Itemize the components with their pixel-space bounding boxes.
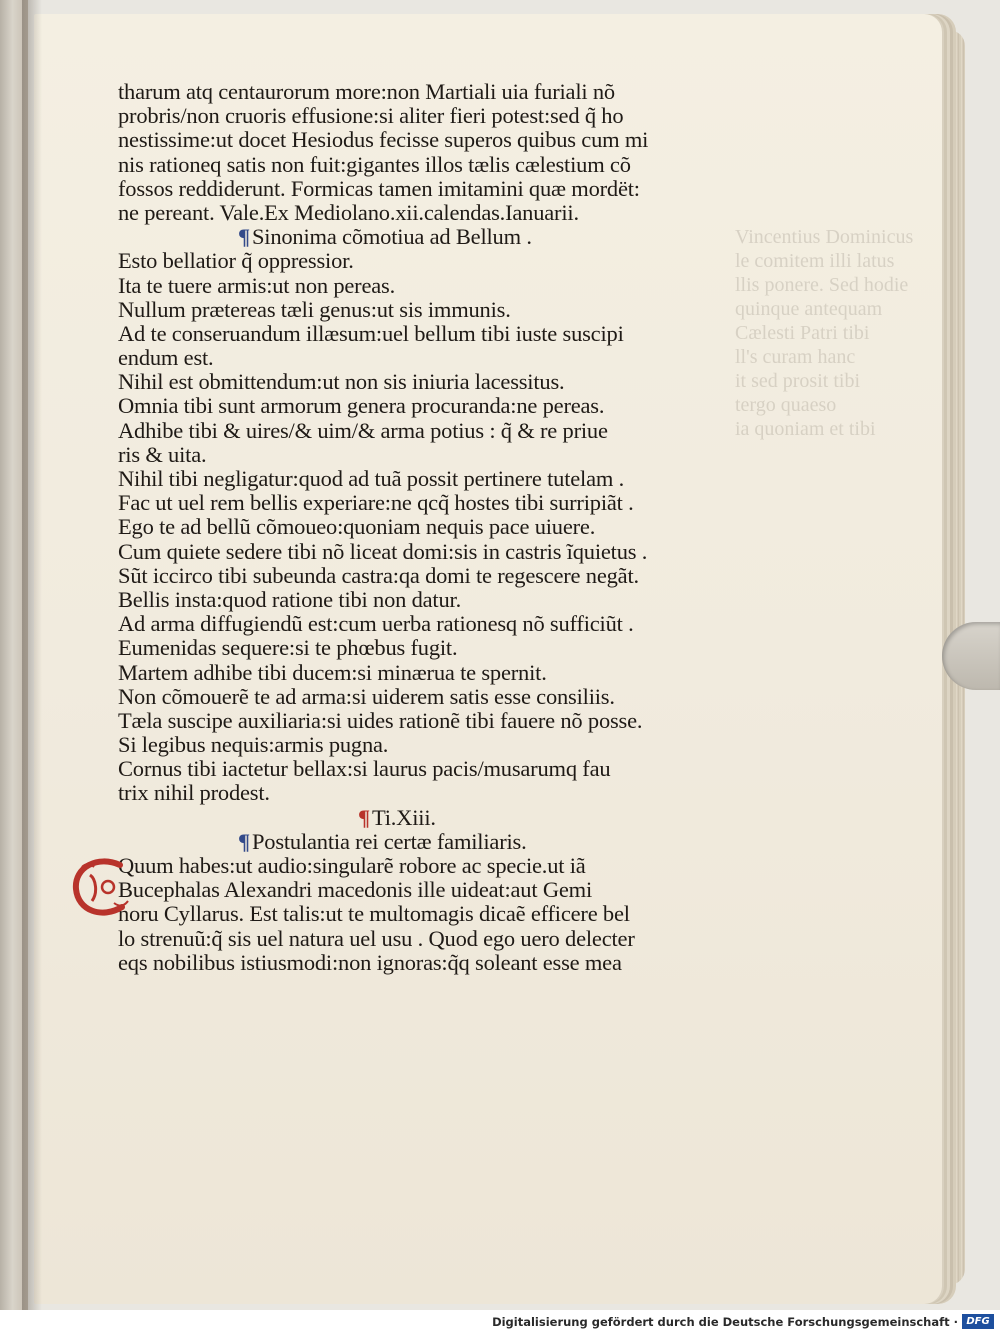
text-line: Eumenidas sequere:si te phœbus fugit. [118,635,458,661]
section-heading [118,830,758,854]
ghost-line: quinque antequam [735,298,883,320]
ghost-line: it sed prosit tibi [735,370,860,392]
text-line: Fac ut uel rem bellis experiare:ne qcq̃ hostes tibi surripiãt . [118,490,634,516]
text-line: fossos reddiderunt. Formicas tamen imitamini quæ mordët: [118,175,640,201]
text-line: lo strenuũ:q̃ sis uel natura uel usu . Quod ego uero delecter [118,925,635,951]
text-line: Omnia tibi sunt armorum genera procuranda:ne pereas. [118,393,605,419]
ghost-line: ll's curam hanc [735,346,856,368]
pilcrow-icon: ¶ [238,828,250,854]
text-line: endum est. [118,345,214,371]
text-line: Tæla suscipe auxiliaria:si uides rationẽ tibi fauere nõ posse. [118,707,643,733]
ghost-line: ia quoniam et tibi [735,418,876,440]
section-heading [118,225,758,249]
ghost-line: tergo quaeso [735,394,837,416]
text-line: Cornus tibi iactetur bellax:si laurus pacis/musarumq fau [118,756,611,782]
text-line: Ad te conseruandum illæsum:uel bellum tibi iuste suscipi [118,320,624,346]
text-line: Nullum prætereas tæli genus:ut sis immunis. [118,296,511,322]
text-line: noru Cyllarus. Est talis:ut te multomagis dicaẽ efficere bel [118,901,630,927]
text-line: Non cõmouerẽ te ad arma:si uiderem satis esse consiliis. [118,683,615,709]
ghost-line: le comitem illi latus [735,250,895,272]
ghost-line: Vincentius Dominicus [735,226,914,248]
ghost-line: llis ponere. Sed hodie [735,274,909,296]
text-line: tharum atq centaurorum more:non Martiali uia furiali nõ [118,79,615,104]
pilcrow-icon: ¶ [238,224,250,250]
text-line: Cum quiete sedere tibi nõ liceat domi:sis in castris ĩquietus . [118,538,648,564]
text-line: Nihil est obmittendum:ut non sis iniuria lacessitus. [118,369,565,395]
text-line: nis rationeq satis non fuit:gigantes illos tælis cælestium cõ [118,151,631,177]
text-line: eqs nobilibus istiusmodi:non ignoras:q̃q soleant esse mea [118,949,622,975]
text-line: Ego te ad bellũ cõmoueo:quoniam nequis pace uiuere. [118,514,596,540]
decorated-initial-icon [68,857,140,919]
text-line: Bellis insta:quod ratione tibi non datur. [118,586,462,612]
section-heading-text: Sinonima cõmotiua ad Bellum . [251,224,532,250]
chapter-number [118,806,758,830]
text-line: ris & uita. [118,441,207,467]
text-line: ne pereant. Vale.Ex Mediolano.xii.calendas.Ianuarii. [118,199,579,225]
text-line: Martem adhibe tibi ducem:si minærua te spernit. [118,659,547,685]
ghost-line: Cælesti Patri tibi [735,322,870,344]
chapter-number-text: Ti.Xiii. [371,804,436,830]
text-line: Esto bellatior q̃ oppressior. [118,248,354,274]
text-line: Sũt iccirco tibi subeunda castra:qa domi te regescere negãt. [118,562,639,588]
text-line: nestissime:ut docet Hesiodus fecisse superos quibus cum mi [118,127,649,153]
footer-credit: Digitalisierung gefördert durch die Deutsche Forschungsgemeinschaft · [492,1315,958,1329]
bleed-through-text [735,225,945,441]
text-line: Nihil tibi negligatur:quod ad tuã possit pertinere tutelam . [118,466,625,491]
text-line: Ad arma diffugiendũ est:cum uerba rationesq nõ sufficiũt . [118,611,634,637]
text-line: probris/non cruoris effusione:si aliter fieri potest:sed q̃ ho [118,103,624,129]
dfg-logo: DFG [962,1314,994,1329]
spine-shadow [22,0,42,1310]
text-line: Quum habes:ut audio:singularẽ robore ac specie.ut iã [118,853,586,878]
pilcrow-icon: ¶ [358,804,370,830]
text-block [118,80,758,975]
section-heading-text: Postulantia rei certæ familiaris. [251,828,527,854]
text-line: Ita te tuere armis:ut non pereas. [118,272,396,298]
text-line: Bucephalas Alexandri macedonis ille uideat:aut Gemi [118,877,593,903]
text-line: Si legibus nequis:armis pugna. [118,732,389,758]
digitization-footer [0,1310,1000,1334]
text-line: trix nihil prodest. [118,780,270,806]
text-line: Adhibe tibi & uires/& uim/& arma potius : q̃ & re priue [118,417,608,443]
